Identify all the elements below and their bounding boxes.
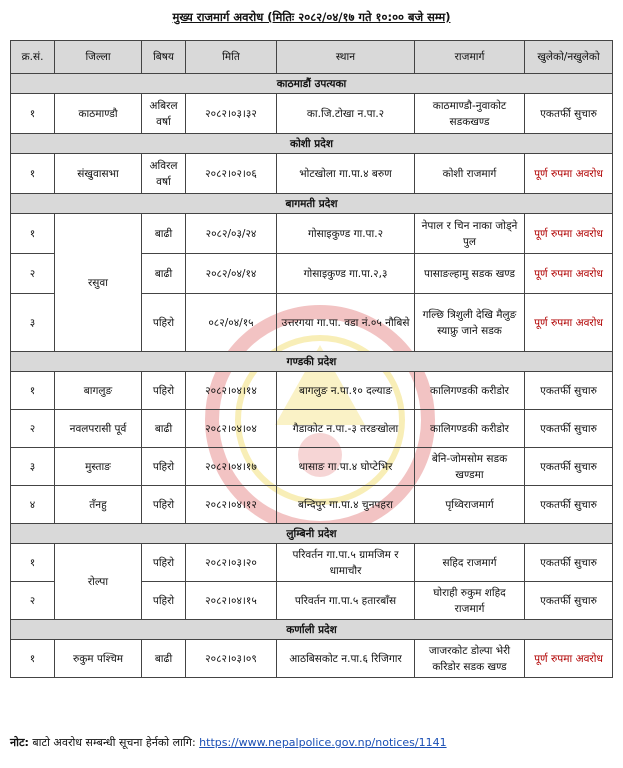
cell-subject: अबिरल वर्षा [142, 94, 186, 134]
cell-subject: पहिरो [142, 582, 186, 620]
cell-district: बागलुङ [55, 372, 142, 410]
region-name: बागमती प्रदेश [11, 194, 613, 214]
cell-district: नवलपरासी पूर्व [55, 410, 142, 448]
header-place: स्थान [277, 41, 415, 74]
cell-subject: पहिरो [142, 544, 186, 582]
cell-date: २०८२।०२।०६ [186, 154, 277, 194]
cell-sn: ३ [11, 294, 55, 352]
region-row [11, 74, 613, 94]
road-blockage-table [10, 40, 613, 678]
cell-date: २०८२/०३/२४ [186, 214, 277, 254]
cell-sn: २ [11, 254, 55, 294]
cell-sn: १ [11, 372, 55, 410]
header-date: मिति [186, 41, 277, 74]
cell-subject: बाढी [142, 410, 186, 448]
cell-place: का.जि.टोखा न.पा.२ [277, 94, 415, 134]
cell-sn: ३ [11, 448, 55, 486]
cell-place: उत्तरगया गा.पा. वडा नं.०५ नौबिसे [277, 294, 415, 352]
cell-date: २०८२।०४।१७ [186, 448, 277, 486]
cell-status: एकतर्फी सुचारु [525, 486, 613, 524]
cell-date: २०८२।०३।३२ [186, 94, 277, 134]
footer-note [10, 735, 447, 750]
table-row [11, 544, 613, 582]
table-row [11, 448, 613, 486]
cell-status: पूर्ण रुपमा अवरोध [525, 214, 613, 254]
cell-highway: बेनि-जोमसोम सडक खण्डमा [415, 448, 525, 486]
cell-sn: १ [11, 214, 55, 254]
cell-subject: बाढी [142, 254, 186, 294]
cell-place: गैडाकोट न.पा.-३ तरङखोला [277, 410, 415, 448]
cell-highway: गल्छि त्रिशुली देखि मैलुङ स्याफ्रु जाने सडक [415, 294, 525, 352]
cell-place: गोसाइकुण्ड गा.पा.२,३ [277, 254, 415, 294]
cell-district: तँनहु [55, 486, 142, 524]
cell-highway: कोशी राजमार्ग [415, 154, 525, 194]
cell-date: २०८२।०४।१२ [186, 486, 277, 524]
cell-subject: पहिरो [142, 486, 186, 524]
cell-district: संखुवासभा [55, 154, 142, 194]
cell-subject: पहिरो [142, 372, 186, 410]
region-row [11, 194, 613, 214]
table-row [11, 410, 613, 448]
table-row [11, 372, 613, 410]
cell-place: बन्दिपुर गा.पा.४ चुनपहरा [277, 486, 415, 524]
cell-highway: सहिद राजमार्ग [415, 544, 525, 582]
table-row [11, 94, 613, 134]
header-district: जिल्ला [55, 41, 142, 74]
region-name: काठमाडौं उपत्यका [11, 74, 613, 94]
cell-sn: १ [11, 544, 55, 582]
cell-status: एकतर्फी सुचारु [525, 582, 613, 620]
cell-district: मुस्ताङ [55, 448, 142, 486]
region-row [11, 134, 613, 154]
cell-highway: कालिगण्डकी करीडोर [415, 410, 525, 448]
cell-sn: ४ [11, 486, 55, 524]
cell-date: २०८२।०४।१५ [186, 582, 277, 620]
notice-link[interactable]: https://www.nepalpolice.gov.np/notices/1141 [199, 736, 447, 749]
cell-subject: पहिरो [142, 294, 186, 352]
header-status: खुलेको/नखुलेको [525, 41, 613, 74]
cell-subject: अविरल वर्षा [142, 154, 186, 194]
cell-place: गोसाइकुण्ड गा.पा.२ [277, 214, 415, 254]
cell-place: आठबिसकोट न.पा.६ रिजिगार [277, 640, 415, 678]
cell-date: २०८२/०४/१४ [186, 254, 277, 294]
cell-subject: बाढी [142, 640, 186, 678]
cell-place: परिवर्तन गा.पा.५ हतारबाँस [277, 582, 415, 620]
cell-highway: जाजरकोट डोल्पा भेरी करिडोर सडक खण्ड [415, 640, 525, 678]
region-name: लुम्बिनी प्रदेश [11, 524, 613, 544]
note-label: नोट: [10, 736, 29, 749]
cell-highway: पृथ्विराजमार्ग [415, 486, 525, 524]
cell-sn: १ [11, 640, 55, 678]
table-row [11, 154, 613, 194]
cell-status: पूर्ण रुपमा अवरोध [525, 294, 613, 352]
cell-district: रोल्पा [55, 544, 142, 620]
cell-sn: २ [11, 582, 55, 620]
cell-highway: घोराही रुकुम शहिद राजमार्ग [415, 582, 525, 620]
cell-status: एकतर्फी सुचारु [525, 544, 613, 582]
cell-sn: २ [11, 410, 55, 448]
page-title: मुख्य राजमार्ग अवरोध (मितिः २०८२/०४/१७ गते १०:०० बजे सम्म) [172, 10, 451, 24]
cell-status: पूर्ण रुपमा अवरोध [525, 154, 613, 194]
cell-sn: १ [11, 94, 55, 134]
region-row [11, 524, 613, 544]
header-subject: बिषय [142, 41, 186, 74]
cell-highway: कालिगण्डकी करीडोर [415, 372, 525, 410]
cell-status: एकतर्फी सुचारु [525, 410, 613, 448]
region-name: गण्डकी प्रदेश [11, 352, 613, 372]
cell-status: एकतर्फी सुचारु [525, 372, 613, 410]
cell-place: थासाङ गा.पा.४ घोप्टेभिर [277, 448, 415, 486]
cell-sn: १ [11, 154, 55, 194]
table-row [11, 640, 613, 678]
cell-status: पूर्ण रुपमा अवरोध [525, 640, 613, 678]
cell-district: रुकुम पश्चिम [55, 640, 142, 678]
region-row [11, 620, 613, 640]
cell-highway: पासाङल्हामु सडक खण्ड [415, 254, 525, 294]
cell-date: ०८२/०४/१५ [186, 294, 277, 352]
region-name: कोशी प्रदेश [11, 134, 613, 154]
table-header-row [11, 41, 613, 74]
region-row [11, 352, 613, 372]
cell-status: एकतर्फी सुचारु [525, 94, 613, 134]
cell-highway: काठमाण्डौ-नुवाकोट सडकखण्ड [415, 94, 525, 134]
cell-date: २०८२।०३।२० [186, 544, 277, 582]
cell-place: भोटखोला गा.पा.४ बरुण [277, 154, 415, 194]
cell-status: एकतर्फी सुचारु [525, 448, 613, 486]
cell-district: काठमाण्डौ [55, 94, 142, 134]
cell-highway: नेपाल र चिन नाका जोड्ने पुल [415, 214, 525, 254]
table-row [11, 486, 613, 524]
cell-subject: बाढी [142, 214, 186, 254]
cell-status: पूर्ण रुपमा अवरोध [525, 254, 613, 294]
header-sn: क्र.सं. [11, 41, 55, 74]
cell-place: परिवर्तन गा.पा.५ ग्रामजिम र धामाचौर [277, 544, 415, 582]
table-row [11, 214, 613, 254]
cell-date: २०८२।०३।०९ [186, 640, 277, 678]
region-name: कर्णाली प्रदेश [11, 620, 613, 640]
cell-subject: पहिरो [142, 448, 186, 486]
cell-place: बागलुङ न.पा.१० दल्याङ [277, 372, 415, 410]
cell-date: २०८२।०४।१४ [186, 372, 277, 410]
note-text: बाटो अवरोध सम्बन्धी सूचना हेर्नको लागि: [28, 736, 200, 749]
cell-district: रसुवा [55, 214, 142, 352]
header-highway: राजमार्ग [415, 41, 525, 74]
table-body [11, 74, 613, 678]
cell-date: २०८२।०४।०४ [186, 410, 277, 448]
